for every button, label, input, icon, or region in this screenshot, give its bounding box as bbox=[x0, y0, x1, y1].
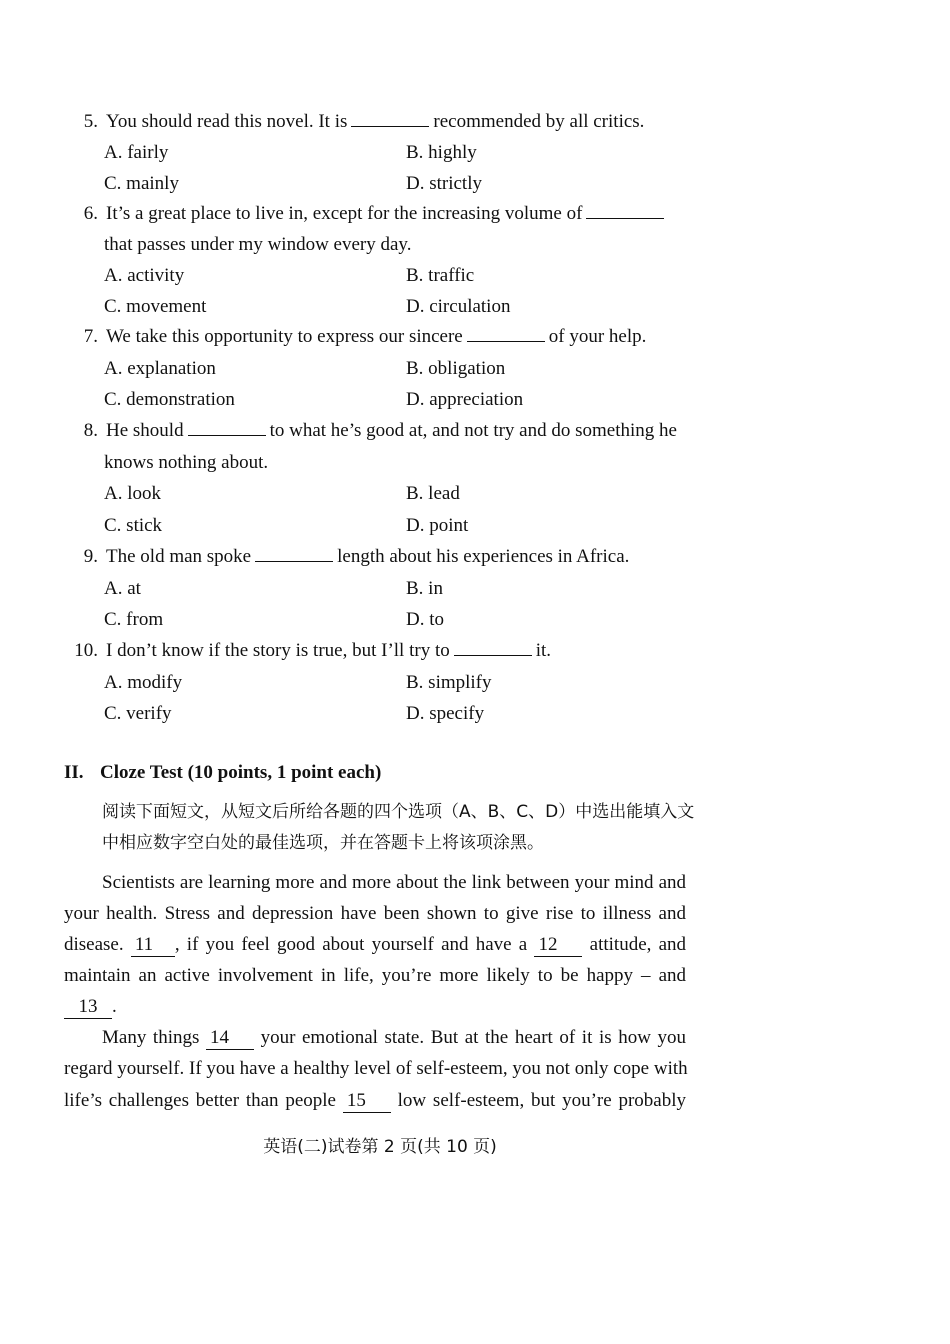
answer-blank bbox=[255, 547, 333, 562]
option-d: D. circulation bbox=[406, 296, 511, 317]
section-title: Cloze Test (10 points, 1 point each) bbox=[100, 762, 382, 783]
option-c: C. stick bbox=[104, 515, 163, 536]
cloze-blank-11: 11 bbox=[131, 934, 175, 957]
option-d: D. strictly bbox=[406, 173, 482, 194]
option-d: D. point bbox=[406, 515, 469, 536]
option-a: A. explanation bbox=[104, 358, 216, 379]
option-c: C. mainly bbox=[104, 173, 179, 194]
option-a: A. modify bbox=[104, 672, 183, 693]
cloze-blank-14: 14 bbox=[206, 1027, 254, 1050]
passage-line: your health. Stress and depression have been shown to give rise to illness and bbox=[64, 903, 686, 924]
passage-line: life’s challenges better than people 15 low self-esteem, but you’re probably bbox=[64, 1090, 687, 1111]
question-number: 7. bbox=[83, 326, 98, 347]
question-number: 8. bbox=[83, 420, 98, 441]
answer-blank bbox=[586, 204, 664, 219]
option-c: C. demonstration bbox=[104, 389, 235, 410]
passage-line: Scientists are learning more and more about the link between your mind and bbox=[102, 872, 686, 893]
option-b: B. traffic bbox=[406, 265, 475, 286]
cloze-blank-15: 15 bbox=[343, 1090, 391, 1113]
passage-line: Many things 14 your emotional state. But at the heart of it is how you bbox=[102, 1027, 687, 1048]
option-b: B. obligation bbox=[406, 358, 506, 379]
option-b: B. highly bbox=[406, 142, 477, 163]
option-c: C. movement bbox=[104, 296, 207, 317]
page-footer: 英语(二)试卷第 2 页(共 10 页) bbox=[263, 1137, 497, 1157]
passage-line: regard yourself. If you have a healthy level of self-esteem, you not only cope with bbox=[64, 1058, 688, 1079]
answer-blank bbox=[351, 112, 429, 127]
option-b: B. in bbox=[406, 578, 443, 599]
option-c: C. from bbox=[104, 609, 164, 630]
answer-blank bbox=[467, 327, 545, 342]
question-stem: The old man spoke length about his experiences in Africa. bbox=[106, 546, 630, 567]
section-number: II. bbox=[64, 762, 84, 783]
question-number: 5. bbox=[83, 111, 98, 132]
section-instruction-line-2: 中相应数字空白处的最佳选项，并在答题卡上将该项涂黑。 bbox=[102, 833, 544, 853]
question-number: 6. bbox=[83, 203, 98, 224]
question-stem-continued: that passes under my window every day. bbox=[104, 234, 412, 255]
cloze-blank-13: 13 bbox=[64, 996, 112, 1019]
question-stem: It’s a great place to live in, except for the increasing volume of bbox=[106, 198, 668, 229]
question-stem: He should to what he’s good at, and not try and do something he bbox=[106, 420, 677, 441]
option-a: A. fairly bbox=[104, 142, 169, 163]
passage-line: disease. 11 , if you feel good about yourself and have a 12 attitude, and bbox=[64, 934, 687, 955]
section-instruction-line-1: 阅读下面短文，从短文后所给各题的四个选项（A、B、C、D）中选出能填入文 bbox=[102, 802, 695, 822]
question-stem: You should read this novel. It is recommended by all critics. bbox=[106, 111, 645, 132]
option-b: B. simplify bbox=[406, 672, 492, 693]
answer-blank bbox=[454, 641, 532, 656]
option-b: B. lead bbox=[406, 483, 460, 504]
passage-line: maintain an active involvement in life, you’re more likely to be happy – and bbox=[64, 965, 686, 986]
passage-line: 13 . bbox=[64, 996, 117, 1019]
option-a: A. look bbox=[104, 483, 161, 504]
option-d: D. appreciation bbox=[406, 389, 524, 410]
question-stem: I don’t know if the story is true, but I’ll try to it. bbox=[106, 640, 552, 661]
answer-blank bbox=[188, 421, 266, 436]
option-a: A. activity bbox=[104, 265, 185, 286]
question-number: 9. bbox=[83, 546, 98, 567]
option-d: D. to bbox=[406, 609, 444, 630]
option-c: C. verify bbox=[104, 703, 172, 724]
option-a: A. at bbox=[104, 578, 141, 599]
section-heading bbox=[64, 762, 381, 784]
question-stem: We take this opportunity to express our sincere of your help. bbox=[106, 326, 647, 347]
question-number: 10. bbox=[74, 640, 98, 661]
option-d: D. specify bbox=[406, 703, 485, 724]
question-stem-continued: knows nothing about. bbox=[104, 452, 269, 473]
cloze-blank-12: 12 bbox=[534, 934, 582, 957]
